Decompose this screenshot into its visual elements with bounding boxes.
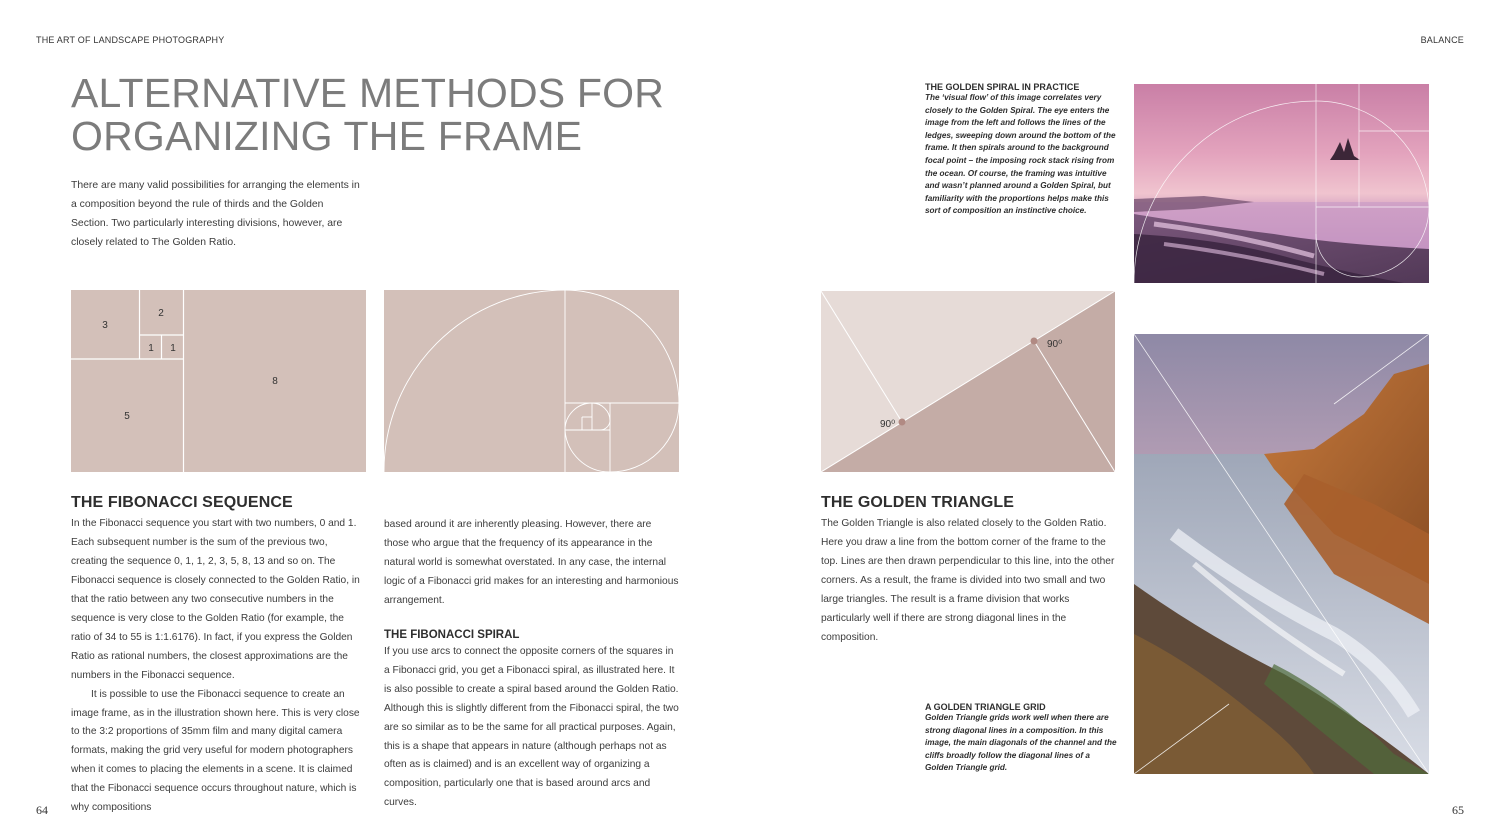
running-head-left: THE ART OF LANDSCAPE PHOTOGRAPHY — [36, 35, 225, 45]
angle-label-upper: 90⁰ — [1047, 339, 1063, 350]
caption-golden-spiral-text: The ‘visual flow’ of this image correlates very closely to the Golden Spiral. The eye enters the image from the left and follows the lines of the ledges, sweeping down around the bottom of the frame. It then spirals around to the background focal point – the imposing rock stack rising from the ocean. Of course, the framing was intuitive and wasn’t planned around a Golden Spiral, but familiarity with the proportions helps make this sort of composition an instinctive choice. — [925, 93, 1116, 216]
caption-golden-triangle — [925, 702, 1120, 775]
intro-paragraph: There are many valid possibilities for arranging the elements in a composition beyond the rule of thirds and the Golden Section. Two particularly interesting divisions, however, are closely related to The Golden Ratio. — [71, 180, 360, 248]
fibonacci-spiral-diagram — [384, 290, 679, 472]
page-title — [71, 72, 664, 158]
golden-triangle-photo — [1134, 334, 1429, 774]
fib-label-5: 5 — [124, 411, 130, 422]
fibonacci-sequence-para-2: It is possible to use the Fibonacci sequence to create an image frame, as in the illustration shown here. This is very close to the 3:2 proportions of 35mm film and many digital camera formats, making the grid very useful for modern photographers when it comes to placing the elements in a scene. It is claimed that the Fibonacci sequence occurs throughout nature, which is why compositions — [71, 688, 360, 814]
running-head-right: BALANCE — [1420, 35, 1464, 45]
golden-spiral-photo — [1134, 84, 1429, 283]
page-number-left: 64 — [36, 803, 48, 817]
fibonacci-grid-diagram — [71, 290, 366, 472]
caption-golden-spiral — [925, 82, 1120, 218]
golden-triangle-diagram — [821, 291, 1115, 472]
page-title-line-1: ALTERNATIVE METHODS FOR — [71, 70, 665, 116]
fibonacci-sequence-heading: THE FIBONACCI SEQUENCE — [71, 494, 293, 511]
golden-triangle-section — [821, 494, 1116, 648]
page-number-right: 65 — [1452, 803, 1464, 817]
fibonacci-sequence-para-3: based around it are inherently pleasing. However, there are those who argue that the frequency of its appearance in the natural world is somewhat overstated. In any case, the internal logic of a Fibonacci grid makes for an interesting and harmonious arrangement. — [384, 519, 679, 606]
caption-golden-triangle-text: Golden Triangle grids work well when there are strong diagonal lines in a composition. In this image, the main diagonals of the channel and the cliffs broadly follow the diagonal lines of a Golden Triangle grid. — [925, 713, 1117, 773]
fibonacci-sequence-para-1: In the Fibonacci sequence you start with two numbers, 0 and 1. Each subsequent number is the sum of the previous two, creating the sequence 0, 1, 1, 2, 3, 5, 8, 13 and so on. The Fibonacci sequence is closely connected to the Golden Ratio, in that the ratio between any two consecutive numbers in the sequence is very close to the Golden Ratio (for example, the ratio of 34 to 55 is 1:1.6176). In fact, if you express the Golden Ratio as rational numbers, the closest approximations are the numbers in the Fibonacci sequence. — [71, 518, 360, 681]
fibonacci-spiral-heading: THE FIBONACCI SPIRAL — [384, 628, 520, 641]
golden-triangle-heading: THE GOLDEN TRIANGLE — [821, 494, 1015, 511]
fib-label-1a: 1 — [148, 343, 154, 354]
fib-label-3: 3 — [102, 320, 108, 331]
column-two — [384, 516, 679, 813]
caption-golden-spiral-title: THE GOLDEN SPIRAL IN PRACTICE — [925, 82, 1080, 92]
fib-label-8: 8 — [272, 376, 278, 387]
angle-label-lower: 90⁰ — [880, 419, 896, 430]
fib-label-1b: 1 — [170, 343, 176, 354]
fib-label-2: 2 — [158, 308, 164, 319]
caption-golden-triangle-title: A GOLDEN TRIANGLE GRID — [925, 702, 1046, 712]
page-title-line-2: ORGANIZING THE FRAME — [71, 113, 583, 159]
fibonacci-spiral-text: If you use arcs to connect the opposite corners of the squares in a Fibonacci grid, you get a Fibonacci spiral, as illustrated here. It is also possible to create a spiral based around the Golden Ratio. Although this is slightly different from the Fibonacci spiral, the two are so similar as to be the same for all practical purposes. Again, this is a shape that appears in nature (although perhaps not as often as is claimed) and is an excellent way of organizing a composition, particularly one that is based around arcs and curves. — [384, 645, 679, 809]
golden-triangle-text: The Golden Triangle is also related closely to the Golden Ratio. Here you draw a line from the bottom corner of the frame to the top. Lines are then drawn perpendicular to this line, into the other corners. As a result, the frame is divided into two small and two large triangles. The result is a frame division that works particularly well if there are strong diagonal lines in the composition. — [821, 518, 1115, 643]
fibonacci-sequence-section — [71, 494, 366, 818]
